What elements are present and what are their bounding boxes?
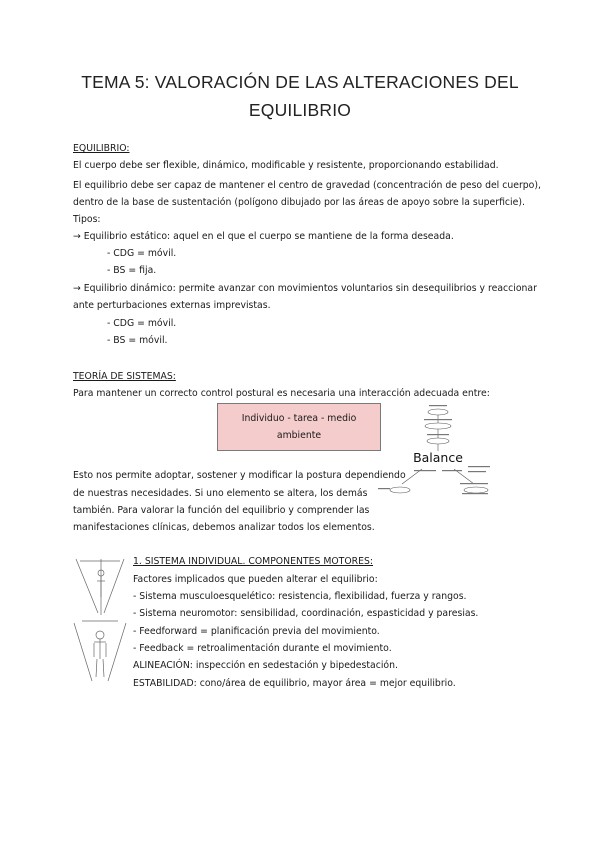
page-title-line1: TEMA 5: VALORACIÓN DE LAS ALTERACIONES DEL bbox=[81, 72, 519, 92]
dinamico-cdg: - CDG = móvil. bbox=[107, 318, 177, 329]
balance-diagram bbox=[372, 400, 504, 502]
balance-label: Balance bbox=[413, 450, 463, 465]
posture-figure-illustration bbox=[70, 555, 130, 685]
individual-item2: - Sistema neuromotor: sensibilidad, coordinación, espasticidad y paresias. bbox=[133, 608, 479, 619]
sistemas-p4: manifestaciones clínicas, debemos analizar todos los elementos. bbox=[73, 522, 375, 533]
box-line2: ambiente bbox=[276, 430, 322, 441]
equilibrio-estatico: → Equilibrio estático: aquel en el que el cuerpo se mantiene de la forma deseada. bbox=[73, 231, 454, 242]
page-title-line2: EQUILIBRIO bbox=[248, 100, 352, 120]
individual-item1: - Sistema musculoesquelético: resistencia, flexibilidad, fuerza y rangos. bbox=[133, 591, 467, 602]
tipos-label: Tipos: bbox=[73, 214, 101, 225]
equilibrio-p2a: El equilibrio debe ser capaz de mantener el centro de gravedad (concentración de peso del cuerpo), bbox=[73, 180, 541, 191]
equilibrio-p2b: dentro de la base de sustentación (polígono dibujado por las áreas de apoyo sobre la superficie). bbox=[73, 197, 525, 208]
alineacion-text: ALINEACIÓN: inspección en sedestación y bipedestación. bbox=[133, 660, 398, 671]
sistemas-p1: Esto nos permite adoptar, sostener y modificar la postura dependiendo bbox=[73, 470, 406, 481]
sistemas-heading: TEORÍA DE SISTEMAS: bbox=[73, 371, 176, 382]
individual-item3: - Feedforward = planificación previa del movimiento. bbox=[133, 626, 380, 637]
individual-heading: 1. SISTEMA INDIVIDUAL. COMPONENTES MOTORES: bbox=[133, 556, 374, 567]
equilibrio-p1: El cuerpo debe ser flexible, dinámico, modificable y resistente, proporcionando estabilidad. bbox=[73, 160, 499, 171]
sistemas-p2: de nuestras necesidades. Si uno elemento se altera, los demás bbox=[73, 488, 368, 499]
page-title bbox=[60, 68, 540, 124]
individuo-tarea-medio-box bbox=[217, 403, 381, 451]
dinamico-bs: - BS = móvil. bbox=[107, 335, 168, 346]
sistemas-p3: también. Para valorar la función del equilibrio y comprender las bbox=[73, 505, 370, 516]
equilibrio-dinamico-b: ante perturbaciones externas imprevistas. bbox=[73, 300, 271, 311]
individual-item4: - Feedback = retroalimentación durante el movimiento. bbox=[133, 643, 392, 654]
equilibrio-dinamico-a: → Equilibrio dinámico: permite avanzar con movimientos voluntarios sin desequilibrios y reaccionar bbox=[73, 283, 537, 294]
equilibrio-heading: EQUILIBRIO: bbox=[73, 143, 130, 154]
estatico-bs: - BS = fija. bbox=[107, 265, 157, 276]
estabilidad-text: ESTABILIDAD: cono/área de equilibrio, mayor área = mejor equilibrio. bbox=[133, 678, 456, 689]
sistemas-intro: Para mantener un correcto control postural es necesaria una interacción adecuada entre: bbox=[73, 388, 490, 399]
individual-intro: Factores implicados que pueden alterar el equilibrio: bbox=[133, 574, 378, 585]
box-line1: Individuo - tarea - medio bbox=[241, 413, 357, 424]
estatico-cdg: - CDG = móvil. bbox=[107, 248, 177, 259]
